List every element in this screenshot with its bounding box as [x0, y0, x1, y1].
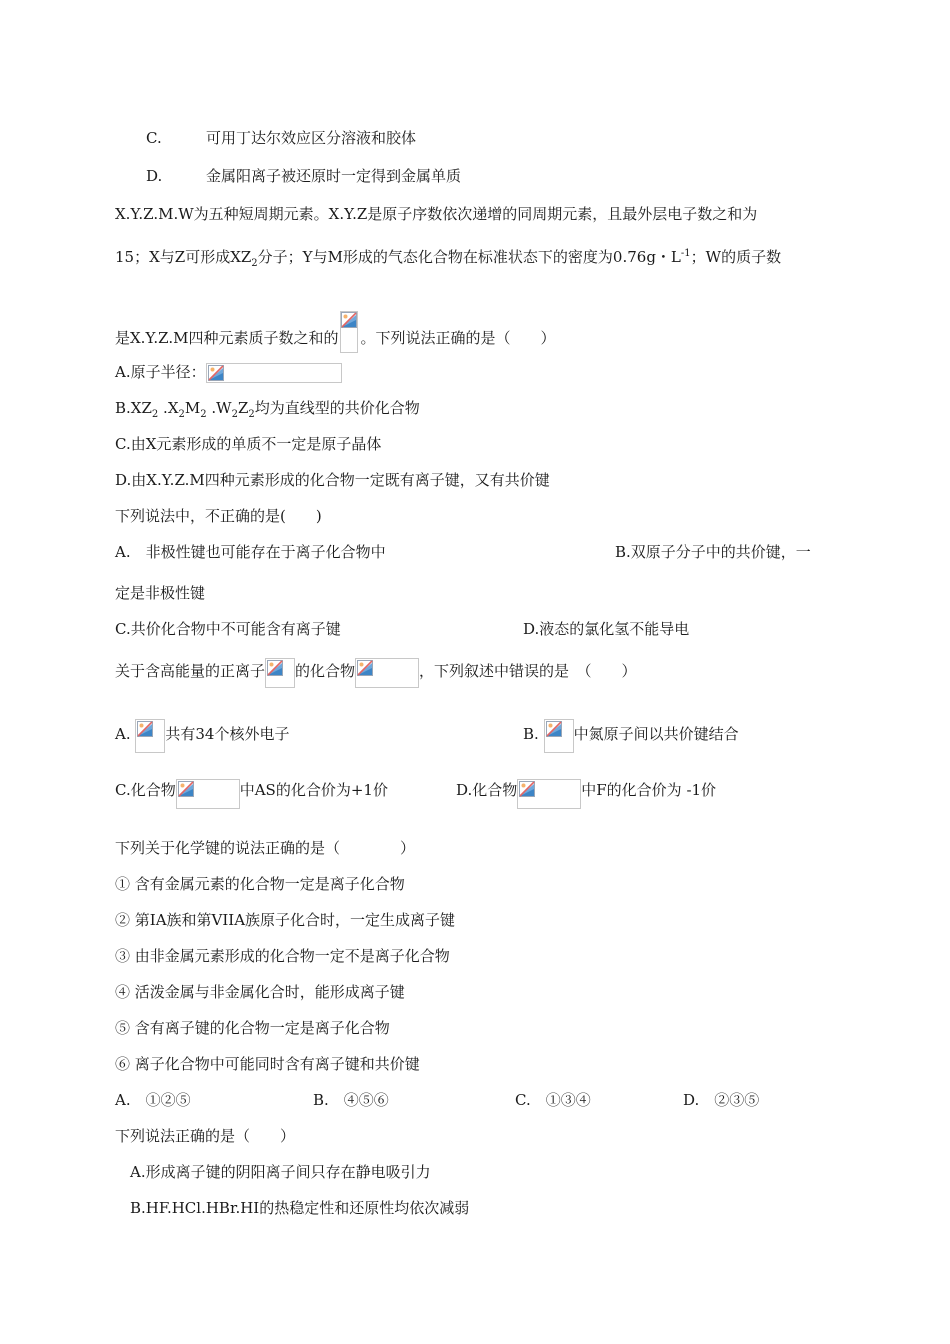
option-d-label: D.: [146, 167, 163, 185]
broken-image-icon: [265, 658, 295, 688]
q1-option-d: D.由X.Y.Z.M四种元素形成的化合物一定既有离子键，又有共价键: [115, 471, 550, 489]
q3-option-b: B. 中氮原子间以共价键结合: [523, 719, 739, 753]
q5-option-b: B.HF.HCl.HBr.HI的热稳定性和还原性均依次减弱: [130, 1199, 470, 1217]
broken-image-icon: [176, 779, 240, 809]
broken-image-icon: [340, 311, 358, 353]
q3-option-a: A. 共有34个核外电子: [115, 719, 289, 753]
broken-image-icon: [206, 363, 342, 383]
q4-option-a: A. ①②⑤: [115, 1091, 191, 1109]
q4-statement-1: ① 含有金属元素的化合物一定是离子化合物: [115, 875, 405, 893]
q1-stem-line2: 15；X与Z可形成$XZ_2$分子；Y与M形成的气态化合物在标准状态下的密度为0.76g・$L^{-1}$；W的质子数: [115, 248, 782, 269]
option-c-text: 可用丁达尔效应区分溶液和胶体: [206, 129, 417, 147]
q4-option-c: C. ①③④: [515, 1091, 591, 1109]
q2-stem: 下列说法中，不正确的是( ): [115, 507, 322, 525]
option-d-text: 金属阳离子被还原时一定得到金属单质: [206, 167, 462, 185]
q4-statement-2: ② 第IA族和第VIIA族原子化合时，一定生成离子键: [115, 911, 456, 929]
q4-statement-4: ④ 活泼金属与非金属化合时，能形成离子键: [115, 983, 405, 1001]
q1-stem-line3: 是X.Y.Z.M四种元素质子数之和的 。下列说法正确的是（ ）: [115, 311, 556, 353]
q2-option-c: C.共价化合物中不可能含有离子键: [115, 620, 341, 638]
q1-stem-line1: X.Y.Z.M.W为五种短周期元素。X.Y.Z是原子序数依次递增的同周期元素，且最外层电子数之和为: [115, 205, 758, 223]
q2-option-d: D.液态的氯化氢不能导电: [523, 620, 690, 638]
broken-image-icon: [355, 658, 419, 688]
q3-stem: 关于含高能量的正离子 的化合物 ，下列叙述中错误的是 （ ）: [115, 658, 637, 688]
broken-image-icon: [517, 779, 581, 809]
q2-option-a: A. 非极性键也可能存在于离子化合物中: [115, 543, 386, 561]
q4-statement-5: ⑤ 含有离子键的化合物一定是离子化合物: [115, 1019, 390, 1037]
q4-statement-3: ③ 由非金属元素形成的化合物一定不是离子化合物: [115, 947, 450, 965]
q2-option-b-line2: 定是非极性键: [115, 584, 206, 602]
q4-statement-6: ⑥ 离子化合物中可能同时含有离子键和共价键: [115, 1055, 420, 1073]
broken-image-icon: [135, 719, 165, 753]
q4-option-b: B. ④⑤⑥: [313, 1091, 389, 1109]
q3-option-c: C.化合物 中AS的化合价为+1价: [115, 779, 388, 809]
q2-option-b-line1: B.双原子分子中的共价键，一: [615, 543, 811, 561]
q1-option-b: $B.XZ_2$ $.X_2M_2$ $.W_2Z_2$均为直线型的共价化合物: [115, 399, 420, 420]
q1-option-a: A.原子半径：: [115, 362, 342, 383]
q1-option-c: C.由X元素形成的单质不一定是原子晶体: [115, 435, 382, 453]
q5-stem: 下列说法正确的是（ ）: [115, 1127, 296, 1145]
option-c-label: C.: [146, 129, 162, 147]
q5-option-a: A.形成离子键的阴阳离子间只存在静电吸引力: [130, 1163, 431, 1181]
q3-option-d: D.化合物 中F的化合价为 -1价: [456, 779, 716, 809]
broken-image-icon: [544, 719, 574, 753]
q4-option-d: D. ②③⑤: [683, 1091, 760, 1109]
q4-stem: 下列关于化学键的说法正确的是（ ）: [115, 839, 416, 857]
